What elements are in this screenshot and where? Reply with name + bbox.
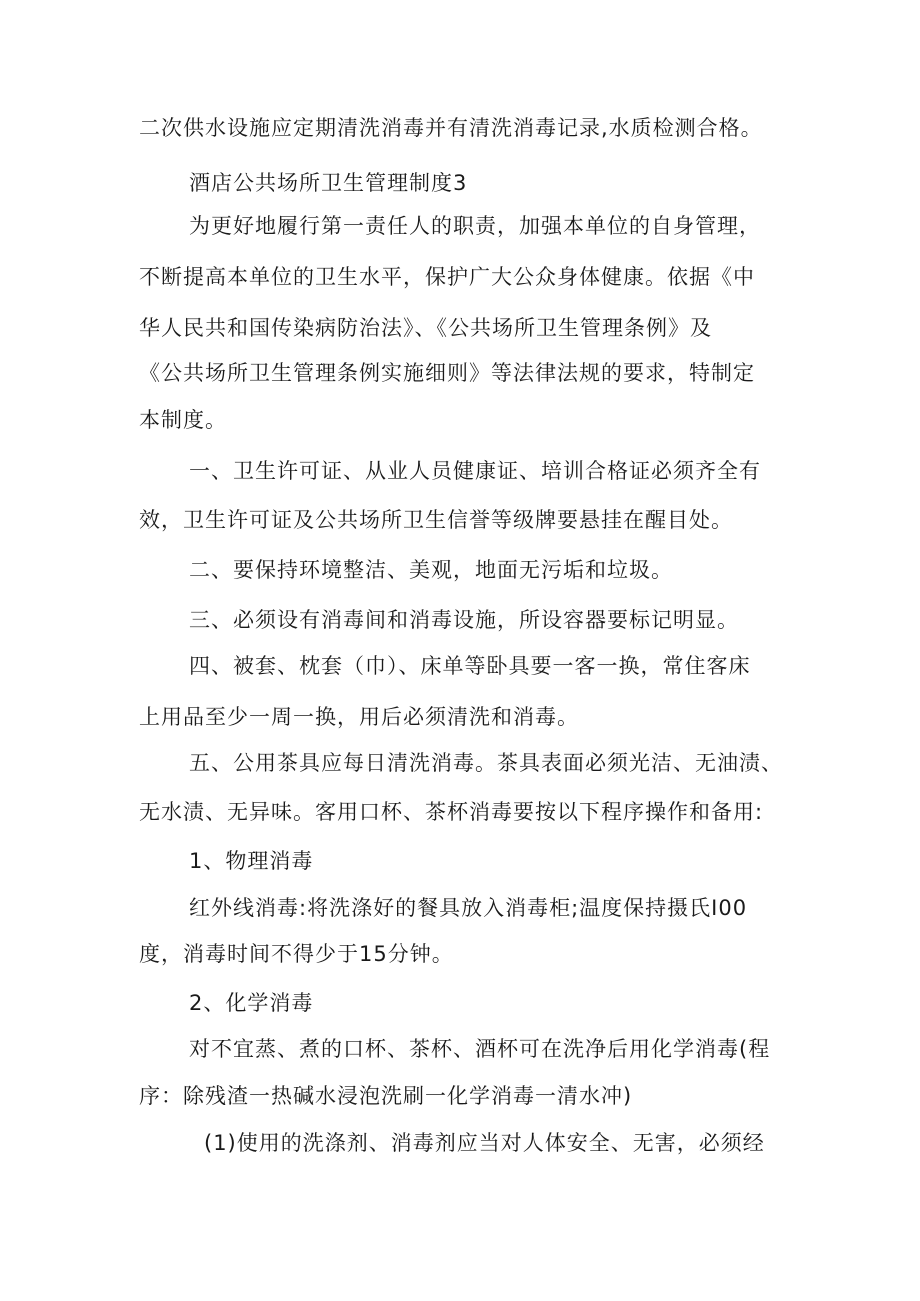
text-line: 效，卫生许可证及公共场所卫生信誉等级牌要悬挂在醒目处。 [139, 508, 733, 532]
text-line: 序：除残渣一热碱水浸泡洗刷一化学消毒一清水冲) [139, 1084, 633, 1108]
text-line: 无水渍、无异味。客用口杯、茶杯消毒要按以下程序操作和备用: [139, 800, 764, 824]
section-heading: 酒店公共场所卫生管理制度3 [189, 171, 468, 195]
text-line: 二、要保持环境整洁、美观，地面无污垢和垃圾。 [189, 558, 673, 582]
text-line: 为更好地履行第一责任人的职责，加强本单位的自身管理， [189, 214, 761, 238]
subsection-heading: 2、化学消毒 [189, 991, 314, 1015]
text-line: 四、被套、枕套（巾）、床单等卧具要一客一换，常住客床 [189, 654, 751, 678]
text-line: 度，消毒时间不得少于15分钟。 [139, 942, 454, 966]
text-line: 不断提高本单位的卫生水平，保护广大公众身体健康。依据《中 [139, 265, 755, 289]
text-line: 本制度。 [139, 408, 227, 432]
text-line: (1)使用的洗涤剂、消毒剂应当对人体安全、无害，必须经 [204, 1131, 765, 1155]
text-line: 对不宜蒸、煮的口杯、茶杯、酒杯可在洗净后用化学消毒(程 [189, 1037, 771, 1061]
text-line: 华人民共和国传染病防治法》、《公共场所卫生管理条例》及 [139, 316, 712, 340]
text-line: 红外线消毒:将洗涤好的餐具放入消毒柜;温度保持摄氏I00 [189, 896, 748, 920]
text-line: 二次供水设施应定期清洗消毒并有清洗消毒记录,水质检测合格。 [139, 116, 763, 140]
text-line: 《公共场所卫生管理条例实施细则》等法律法规的要求，特制定 [139, 361, 755, 385]
text-line: 五、公用茶具应每日清洗消毒。茶具表面必须光洁、无油渍、 [189, 751, 783, 775]
subsection-heading: 1、物理消毒 [189, 849, 314, 873]
text-line: 一、卫生许可证、从业人员健康证、培训合格证必须齐全有 [189, 459, 761, 483]
text-line: 三、必须设有消毒间和消毒设施，所设容器要标记明显。 [189, 608, 739, 632]
text-line: 上用品至少一周一换，用后必须清洗和消毒。 [139, 705, 579, 729]
